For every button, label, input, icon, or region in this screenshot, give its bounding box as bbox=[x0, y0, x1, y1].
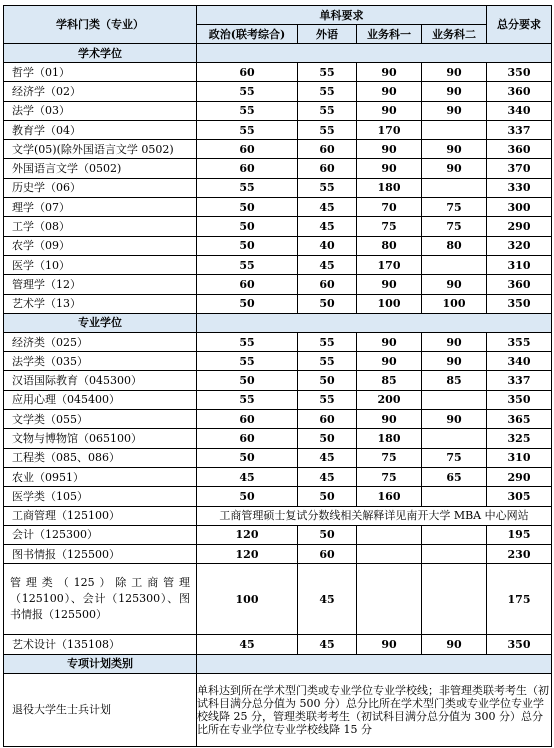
subject1-score: 75 bbox=[357, 467, 422, 486]
politics-score: 100 bbox=[197, 564, 298, 635]
subject1-score: 85 bbox=[357, 371, 422, 390]
total-score: 290 bbox=[487, 217, 552, 236]
subject1-score bbox=[357, 525, 422, 544]
table-row bbox=[4, 236, 552, 255]
table-row bbox=[4, 120, 552, 139]
header-subject2: 业务科二 bbox=[422, 25, 487, 44]
foreign-score: 45 bbox=[298, 635, 357, 654]
subject1-score: 160 bbox=[357, 487, 422, 506]
subject1-score: 180 bbox=[357, 429, 422, 448]
foreign-score: 50 bbox=[298, 487, 357, 506]
politics-score: 50 bbox=[197, 487, 298, 506]
discipline-name: 外国语言文学（0502) bbox=[4, 159, 197, 178]
subject1-score: 90 bbox=[357, 275, 422, 294]
discipline-name: 文物与博物馆（065100） bbox=[4, 429, 197, 448]
discipline-name: 工程类（085、086） bbox=[4, 448, 197, 467]
header-politics: 政治(联考综合) bbox=[197, 25, 298, 44]
subject1-score: 75 bbox=[357, 217, 422, 236]
subject1-score: 180 bbox=[357, 178, 422, 197]
politics-score: 55 bbox=[197, 178, 298, 197]
foreign-score: 45 bbox=[298, 255, 357, 274]
subject1-score: 90 bbox=[357, 63, 422, 82]
foreign-score: 50 bbox=[298, 429, 357, 448]
discipline-name: 文学类（055） bbox=[4, 410, 197, 429]
discipline-name: 管理类（125）除工商管理（125100）、会计（125300）、图书情报（125500） bbox=[4, 564, 197, 635]
politics-score: 60 bbox=[197, 63, 298, 82]
subject2-score: 90 bbox=[422, 159, 487, 178]
subject1-score bbox=[357, 564, 422, 635]
subject1-score: 200 bbox=[357, 390, 422, 409]
politics-score: 50 bbox=[197, 198, 298, 217]
subject2-score: 75 bbox=[422, 217, 487, 236]
politics-score: 55 bbox=[197, 82, 298, 101]
subject1-score: 70 bbox=[357, 198, 422, 217]
table-row-library bbox=[4, 545, 552, 564]
subject1-score: 90 bbox=[357, 410, 422, 429]
subject1-score: 170 bbox=[357, 120, 422, 139]
foreign-score: 50 bbox=[298, 525, 357, 544]
foreign-score: 60 bbox=[298, 545, 357, 564]
foreign-score: 55 bbox=[298, 352, 357, 371]
discipline-name: 教育学（04） bbox=[4, 120, 197, 139]
foreign-score: 55 bbox=[298, 82, 357, 101]
politics-score: 60 bbox=[197, 410, 298, 429]
subject1-score: 90 bbox=[357, 352, 422, 371]
foreign-score: 55 bbox=[298, 390, 357, 409]
politics-score: 50 bbox=[197, 448, 298, 467]
subject2-score bbox=[422, 255, 487, 274]
subject2-score bbox=[422, 525, 487, 544]
politics-score: 45 bbox=[197, 635, 298, 654]
politics-score: 55 bbox=[197, 255, 298, 274]
subject2-score: 75 bbox=[422, 448, 487, 467]
total-score: 175 bbox=[487, 564, 552, 635]
subject2-score: 75 bbox=[422, 198, 487, 217]
politics-score: 55 bbox=[197, 390, 298, 409]
discipline-name: 历史学（06） bbox=[4, 178, 197, 197]
foreign-score: 55 bbox=[298, 120, 357, 139]
table-row bbox=[4, 178, 552, 197]
total-score: 350 bbox=[487, 294, 552, 313]
politics-score: 55 bbox=[197, 101, 298, 120]
table-row bbox=[4, 159, 552, 178]
score-requirements-table bbox=[3, 5, 552, 747]
discipline-name: 文学(05)(除外国语言文学 0502) bbox=[4, 140, 197, 159]
foreign-score: 60 bbox=[298, 410, 357, 429]
discipline-name: 医学（10） bbox=[4, 255, 197, 274]
subject2-score: 85 bbox=[422, 371, 487, 390]
total-score: 230 bbox=[487, 545, 552, 564]
foreign-score: 50 bbox=[298, 294, 357, 313]
table-row bbox=[4, 63, 552, 82]
total-score: 195 bbox=[487, 525, 552, 544]
subject1-score: 90 bbox=[357, 101, 422, 120]
politics-score: 55 bbox=[197, 332, 298, 351]
table-row bbox=[4, 255, 552, 274]
subject2-score: 90 bbox=[422, 63, 487, 82]
total-score: 340 bbox=[487, 352, 552, 371]
veteran-description: 单科达到所在学术型门类或专业学位专业学校线；非管理类联考考生（初试科目满分总分值为 500 分）总分比所在学术型门类或专业学位专业学校线降 25 分，管理类联考考生（初试科目满分总分值为 300 分）总分比所在专业学位专业学校线降 15 分 bbox=[197, 673, 552, 746]
table-row bbox=[4, 332, 552, 351]
foreign-score: 45 bbox=[298, 198, 357, 217]
discipline-name: 退役大学生士兵计划 bbox=[4, 673, 197, 746]
total-score: 350 bbox=[487, 635, 552, 654]
foreign-score: 55 bbox=[298, 332, 357, 351]
politics-score: 60 bbox=[197, 429, 298, 448]
total-score: 365 bbox=[487, 410, 552, 429]
discipline-name: 经济类（025） bbox=[4, 332, 197, 351]
discipline-name: 应用心理（045400） bbox=[4, 390, 197, 409]
subject2-score: 90 bbox=[422, 352, 487, 371]
subject2-score bbox=[422, 120, 487, 139]
table-row bbox=[4, 487, 552, 506]
politics-score: 50 bbox=[197, 217, 298, 236]
subject2-score: 100 bbox=[422, 294, 487, 313]
foreign-score: 50 bbox=[298, 371, 357, 390]
discipline-name: 艺术学（13） bbox=[4, 294, 197, 313]
discipline-name: 法学（03） bbox=[4, 101, 197, 120]
subject1-score: 90 bbox=[357, 140, 422, 159]
subject1-score bbox=[357, 545, 422, 564]
subject2-score bbox=[422, 429, 487, 448]
foreign-score: 45 bbox=[298, 564, 357, 635]
subject1-score: 100 bbox=[357, 294, 422, 313]
subject2-score bbox=[422, 564, 487, 635]
foreign-score: 60 bbox=[298, 140, 357, 159]
politics-score: 55 bbox=[197, 120, 298, 139]
discipline-name: 工学（08） bbox=[4, 217, 197, 236]
total-score: 360 bbox=[487, 275, 552, 294]
subject1-score: 90 bbox=[357, 332, 422, 351]
discipline-name: 管理学（12） bbox=[4, 275, 197, 294]
politics-score: 50 bbox=[197, 371, 298, 390]
header-discipline: 学科门类（专业） bbox=[4, 6, 197, 44]
subject1-score: 90 bbox=[357, 635, 422, 654]
total-score: 355 bbox=[487, 332, 552, 351]
discipline-name: 医学类（105） bbox=[4, 487, 197, 506]
table-row bbox=[4, 140, 552, 159]
foreign-score: 55 bbox=[298, 178, 357, 197]
total-score: 360 bbox=[487, 82, 552, 101]
discipline-name: 经济学（02） bbox=[4, 82, 197, 101]
discipline-name: 会计（125300） bbox=[4, 525, 197, 544]
header-total: 总分要求 bbox=[487, 6, 552, 44]
subject1-score: 80 bbox=[357, 236, 422, 255]
table-row-mgmt-other bbox=[4, 564, 552, 635]
total-score: 360 bbox=[487, 140, 552, 159]
politics-score: 120 bbox=[197, 545, 298, 564]
total-score: 310 bbox=[487, 255, 552, 274]
foreign-score: 55 bbox=[298, 63, 357, 82]
politics-score: 45 bbox=[197, 467, 298, 486]
total-score: 325 bbox=[487, 429, 552, 448]
section-blank bbox=[197, 654, 552, 673]
table-row bbox=[4, 429, 552, 448]
section-row-professional bbox=[4, 313, 552, 332]
foreign-score: 60 bbox=[298, 275, 357, 294]
subject2-score bbox=[422, 390, 487, 409]
subject1-score: 90 bbox=[357, 159, 422, 178]
politics-score: 60 bbox=[197, 140, 298, 159]
subject2-score: 65 bbox=[422, 467, 487, 486]
foreign-score: 45 bbox=[298, 448, 357, 467]
discipline-name: 汉语国际教育（045300） bbox=[4, 371, 197, 390]
discipline-name: 农学（09） bbox=[4, 236, 197, 255]
table-row-accounting bbox=[4, 525, 552, 544]
total-score: 300 bbox=[487, 198, 552, 217]
table-row bbox=[4, 467, 552, 486]
header-single-subject: 单科要求 bbox=[197, 6, 487, 25]
table-row bbox=[4, 371, 552, 390]
discipline-name: 艺术设计（135108） bbox=[4, 635, 197, 654]
total-score: 350 bbox=[487, 63, 552, 82]
subject1-score: 170 bbox=[357, 255, 422, 274]
subject2-score: 90 bbox=[422, 410, 487, 429]
total-score: 340 bbox=[487, 101, 552, 120]
discipline-name: 哲学（01） bbox=[4, 63, 197, 82]
foreign-score: 45 bbox=[298, 467, 357, 486]
table-body bbox=[4, 44, 552, 747]
subject2-score: 90 bbox=[422, 140, 487, 159]
header-foreign: 外语 bbox=[298, 25, 357, 44]
total-score: 290 bbox=[487, 467, 552, 486]
total-score: 320 bbox=[487, 236, 552, 255]
total-score: 370 bbox=[487, 159, 552, 178]
discipline-name: 农业（0951） bbox=[4, 467, 197, 486]
foreign-score: 60 bbox=[298, 159, 357, 178]
subject2-score bbox=[422, 178, 487, 197]
section-label: 学术学位 bbox=[4, 44, 197, 63]
mba-note: 工商管理硕士复试分数线相关解释详见南开大学 MBA 中心网站 bbox=[197, 506, 552, 525]
table-row-veteran bbox=[4, 673, 552, 746]
section-row-special bbox=[4, 654, 552, 673]
politics-score: 50 bbox=[197, 294, 298, 313]
table-row bbox=[4, 294, 552, 313]
total-score: 310 bbox=[487, 448, 552, 467]
politics-score: 60 bbox=[197, 275, 298, 294]
politics-score: 60 bbox=[197, 159, 298, 178]
section-label: 专项计划类别 bbox=[4, 654, 197, 673]
discipline-name: 法学类（035） bbox=[4, 352, 197, 371]
total-score: 330 bbox=[487, 178, 552, 197]
foreign-score: 55 bbox=[298, 101, 357, 120]
table-row bbox=[4, 410, 552, 429]
section-row-academic bbox=[4, 44, 552, 63]
table-row-art-design bbox=[4, 635, 552, 654]
subject2-score: 90 bbox=[422, 635, 487, 654]
total-score: 350 bbox=[487, 390, 552, 409]
total-score: 337 bbox=[487, 120, 552, 139]
table-row bbox=[4, 390, 552, 409]
discipline-name: 理学（07） bbox=[4, 198, 197, 217]
subject1-score: 90 bbox=[357, 82, 422, 101]
total-score: 337 bbox=[487, 371, 552, 390]
foreign-score: 40 bbox=[298, 236, 357, 255]
table-row bbox=[4, 101, 552, 120]
subject2-score bbox=[422, 545, 487, 564]
total-score: 305 bbox=[487, 487, 552, 506]
table-row bbox=[4, 352, 552, 371]
subject1-score: 75 bbox=[357, 448, 422, 467]
subject2-score: 90 bbox=[422, 101, 487, 120]
politics-score: 120 bbox=[197, 525, 298, 544]
politics-score: 55 bbox=[197, 352, 298, 371]
subject2-score bbox=[422, 487, 487, 506]
subject2-score: 90 bbox=[422, 332, 487, 351]
section-label: 专业学位 bbox=[4, 313, 197, 332]
table-row bbox=[4, 448, 552, 467]
table-row bbox=[4, 275, 552, 294]
foreign-score: 45 bbox=[298, 217, 357, 236]
header-subject1: 业务科一 bbox=[357, 25, 422, 44]
table-row bbox=[4, 217, 552, 236]
subject2-score: 90 bbox=[422, 82, 487, 101]
section-blank bbox=[197, 313, 552, 332]
table-row-mba bbox=[4, 506, 552, 525]
subject2-score: 90 bbox=[422, 275, 487, 294]
discipline-name: 图书情报（125500） bbox=[4, 545, 197, 564]
table-row bbox=[4, 198, 552, 217]
discipline-name: 工商管理（125100） bbox=[4, 506, 197, 525]
subject2-score: 80 bbox=[422, 236, 487, 255]
politics-score: 50 bbox=[197, 236, 298, 255]
table-row bbox=[4, 82, 552, 101]
